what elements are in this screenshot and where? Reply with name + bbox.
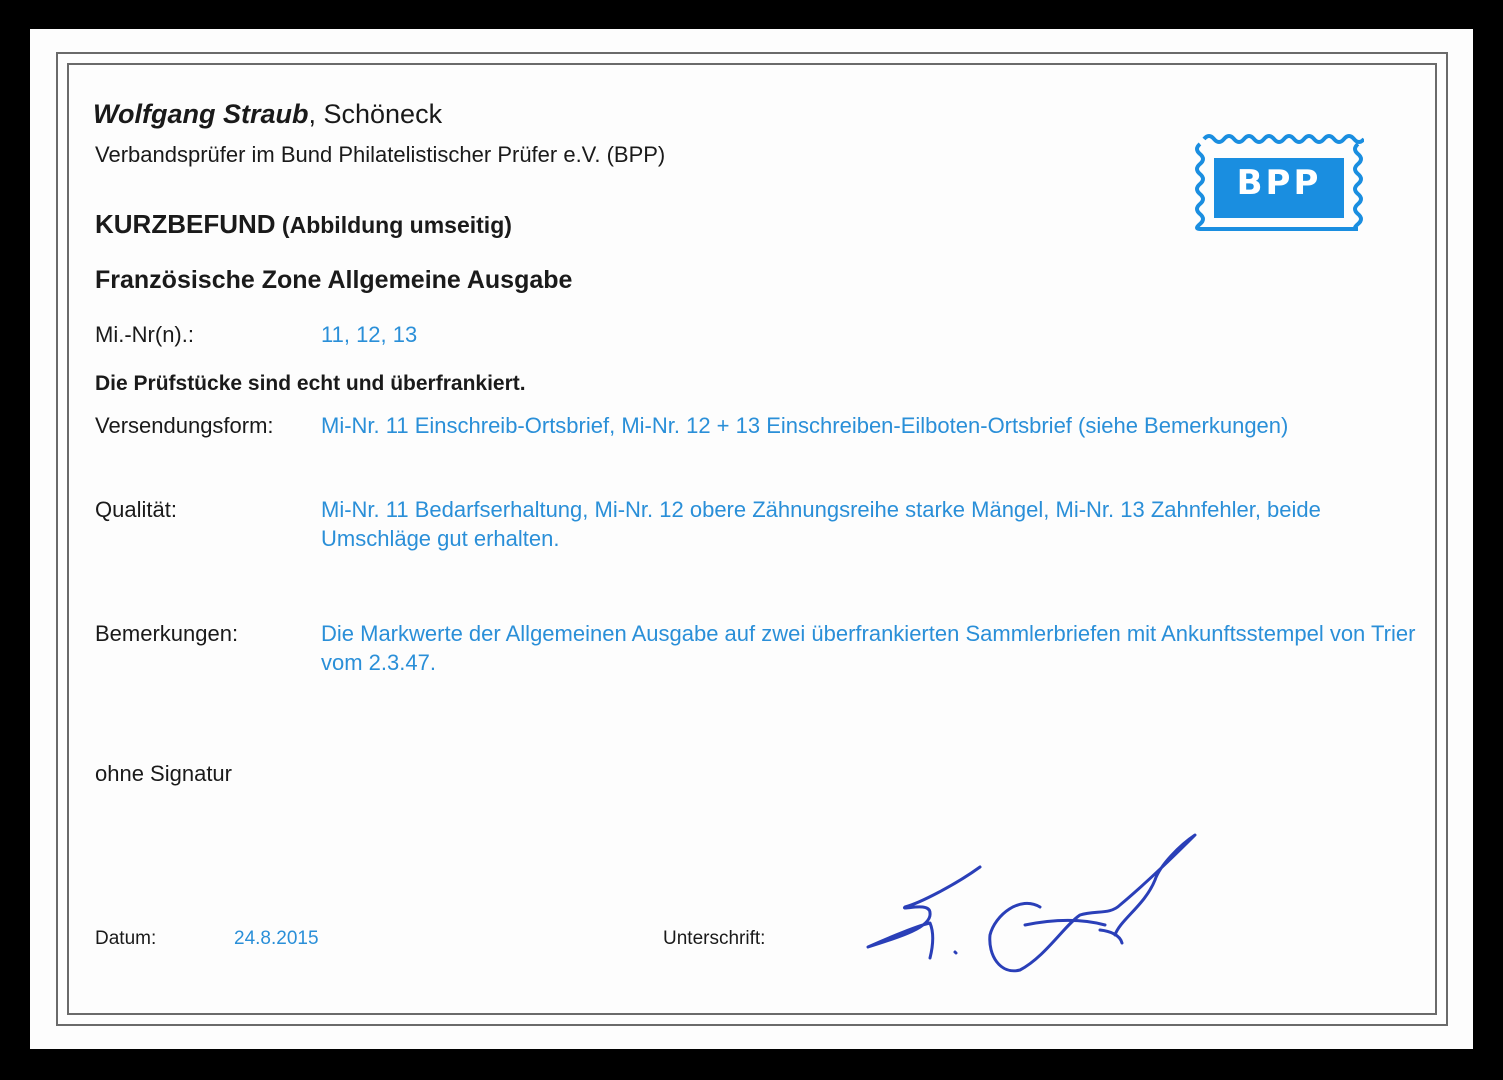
bpp-logo-text: BPP: [1236, 163, 1322, 203]
qualitaet-label: Qualität:: [95, 497, 177, 522]
bemerkungen-value: Die Markwerte der Allgemeinen Ausgabe auf zwei überfrankierten Sammlerbriefen mit Ankunftsstempel von Trier vom 2.3.47.: [321, 621, 1416, 675]
examiner-role: Verbandsprüfer im Bund Philatelistischer Prüfer e.V. (BPP): [95, 142, 666, 167]
versand-value: Mi-Nr. 11 Einschreib-Ortsbrief, Mi-Nr. 12 + 13 Einschreiben-Eilboten-Ortsbrief (siehe Bemerkungen): [321, 413, 1289, 438]
mi-label: Mi.-Nr(n).:: [95, 322, 194, 347]
examiner-place: , Schöneck: [308, 99, 443, 129]
signature-icon: [860, 825, 1210, 985]
bemerkungen-label: Bemerkungen:: [95, 621, 239, 646]
unterschrift-label: Unterschrift:: [663, 928, 766, 949]
title-sub: (Abbildung umseitig): [275, 212, 512, 238]
statement: Die Prüfstücke sind echt und überfrankiert.: [95, 372, 526, 395]
qualitaet-value: Mi-Nr. 11 Bedarfserhaltung, Mi-Nr. 12 obere Zähnungsreihe starke Mängel, Mi-Nr. 13 Zahnfehler, beide Umschläge gut erhalten.: [321, 497, 1321, 551]
datum-value: 24.8.2015: [234, 928, 319, 949]
datum-label: Datum:: [95, 928, 157, 949]
page-title: [95, 211, 512, 238]
examiner-name: Wolfgang Straub: [93, 99, 309, 129]
versand-label: Versendungsform:: [95, 413, 274, 438]
title-main: KURZBEFUND: [95, 209, 276, 239]
examiner-line: [93, 101, 442, 127]
area-heading: Französische Zone Allgemeine Ausgabe: [95, 266, 573, 294]
mi-value: 11, 12, 13: [321, 322, 418, 347]
signatur-note: ohne Signatur: [95, 761, 232, 786]
